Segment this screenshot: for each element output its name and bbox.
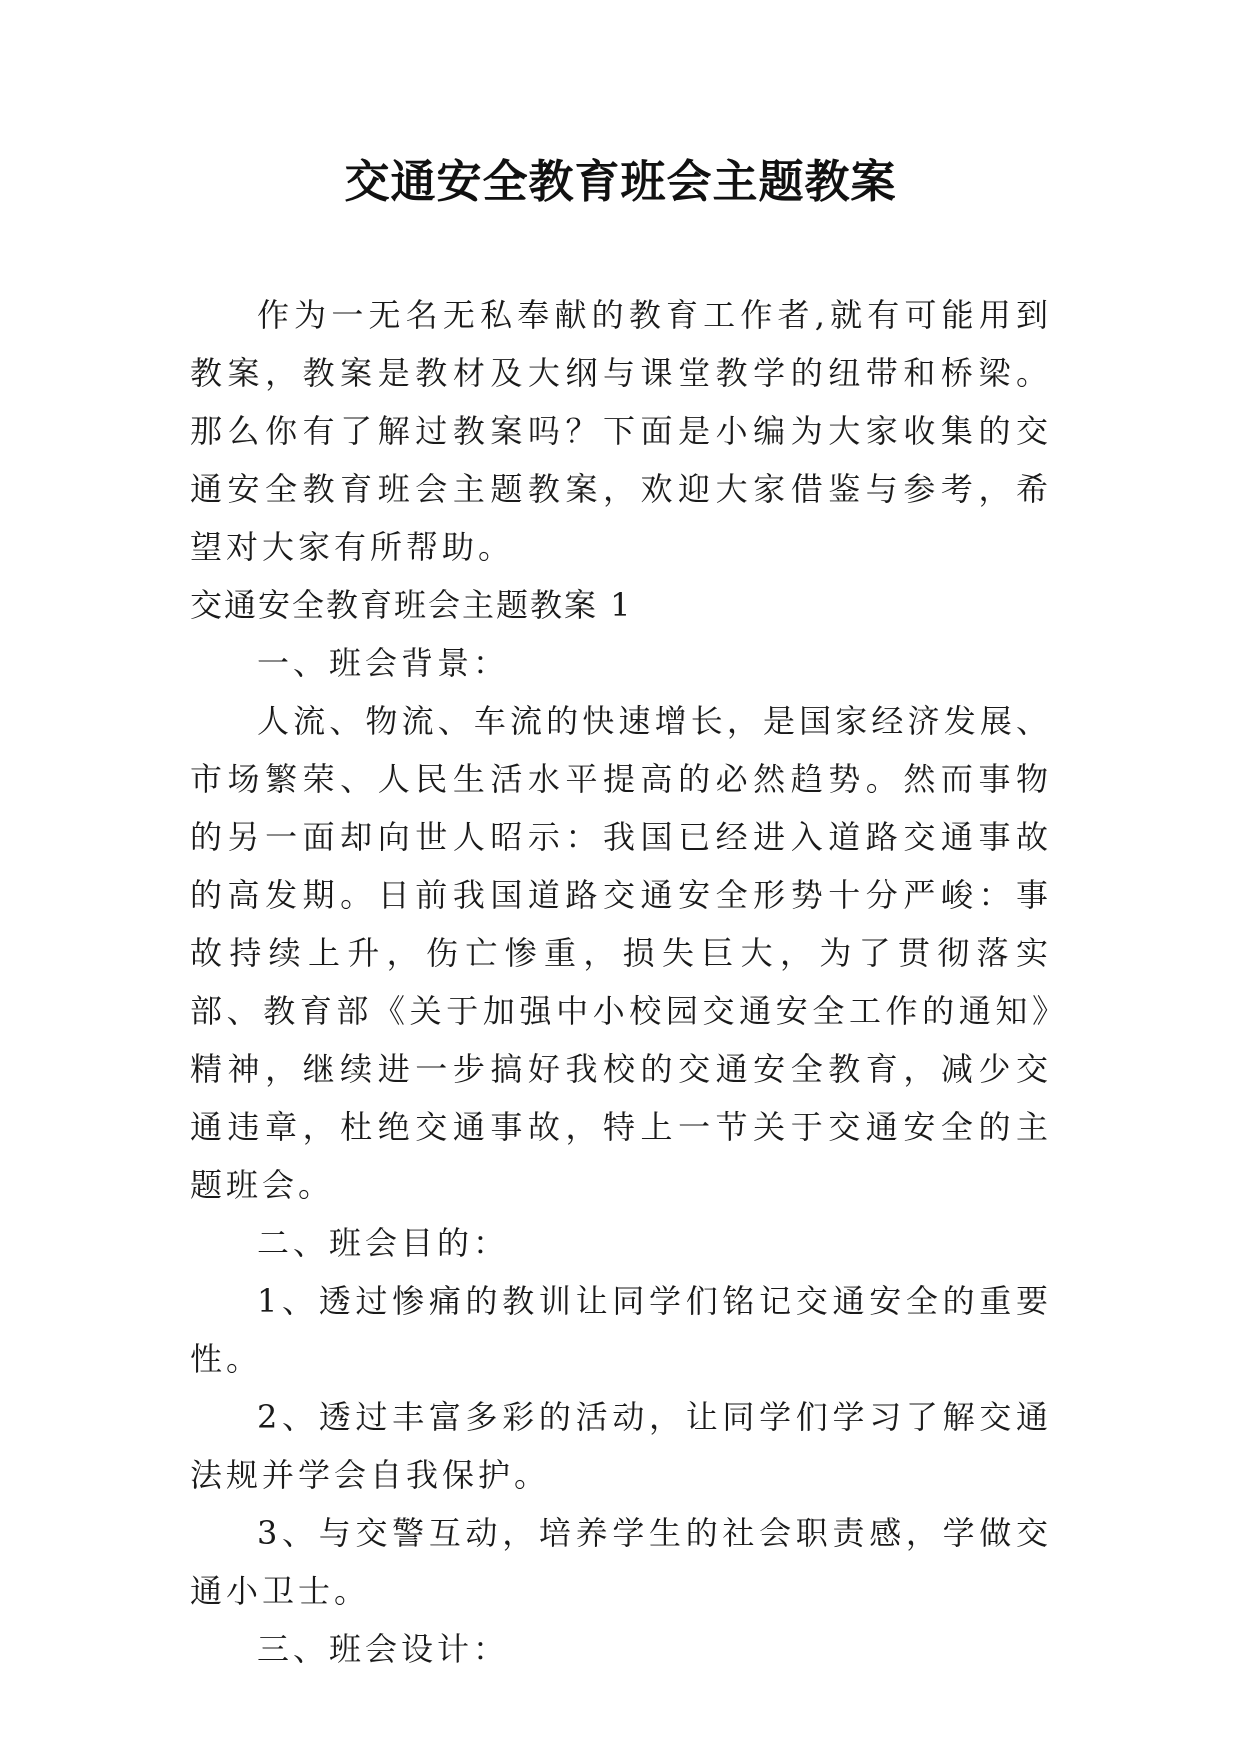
heading-goals: 二、班会目的： — [257, 1224, 510, 1262]
goal-item-3: 3、与交警互动，培养学生的社会职责感，学做交通小卫士。 — [190, 1514, 1052, 1610]
document-body — [190, 286, 1052, 1678]
document-title: 交通安全教育班会主题教案 — [344, 155, 897, 208]
section-title: 交通安全教育班会主题教案 1 — [190, 586, 633, 624]
goal-item-2: 2、透过丰富多彩的活动，让同学们学习了解交通法规并学会自我保护。 — [190, 1398, 1052, 1494]
intro-paragraph: 作为一无名无私奉献的教育工作者,就有可能用到教案，教案是教材及大纲与课堂教学的纽带和桥梁。那么你有了解过教案吗？下面是小编为大家收集的交通安全教育班会主题教案，欢迎大家借鉴与参考，希望对大家有所帮助。 — [190, 296, 1052, 566]
heading-design: 三、班会设计： — [257, 1630, 510, 1668]
background-paragraph: 人流、物流、车流的快速增长，是国家经济发展、市场繁荣、人民生活水平提高的必然趋势。然而事物的另一面却向世人昭示：我国已经进入道路交通事故的高发期。日前我国道路交通安全形势十分严峻：事故持续上升，伤亡惨重，损失巨大，为了贯彻落实部、教育部《关于加强中小校园交通安全工作的通知》精神，继续进一步搞好我校的交通安全教育，减少交通违章，杜绝交通事故，特上一节关于交通安全的主题班会。 — [190, 702, 1052, 1204]
heading-background: 一、班会背景： — [257, 644, 510, 682]
goal-item-1: 1、透过惨痛的教训让同学们铭记交通安全的重要性。 — [190, 1282, 1052, 1378]
